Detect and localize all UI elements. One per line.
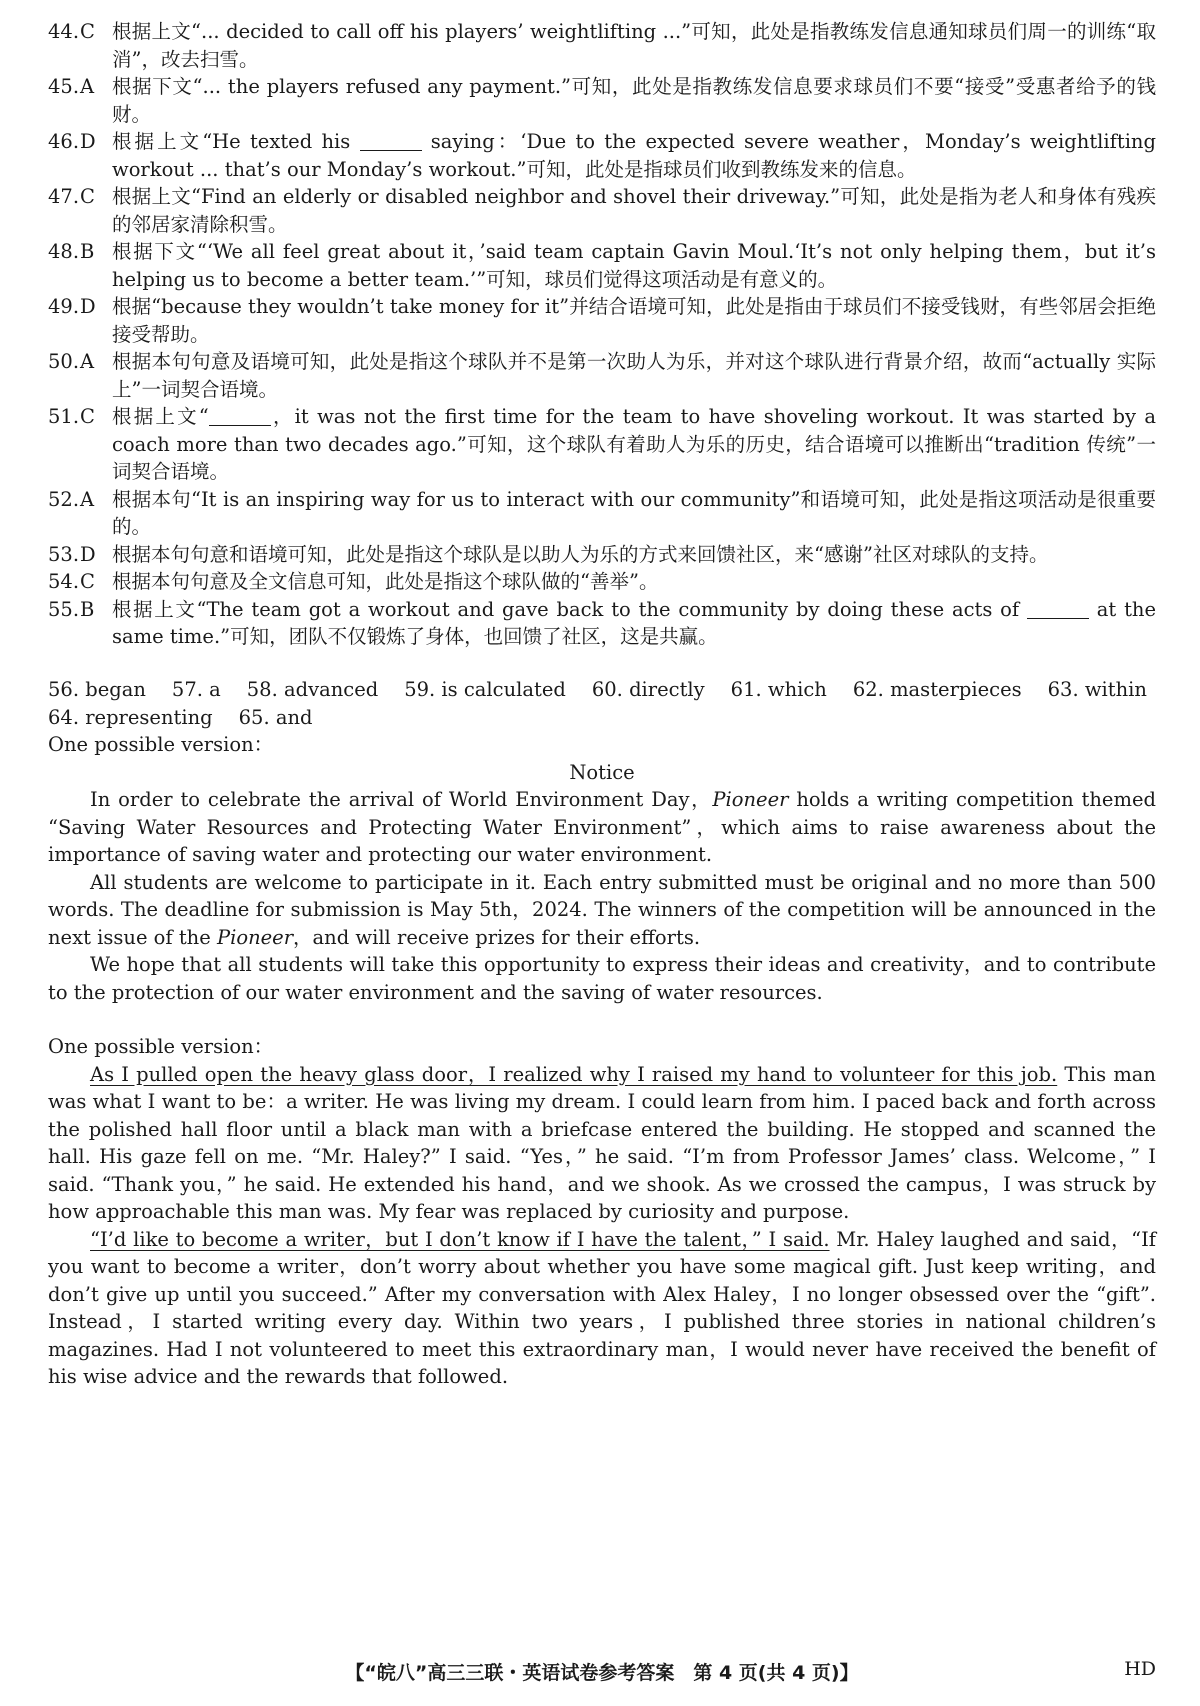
story-paragraph: “I’d like to become a writer，but I don’t know if I have the talent，” I said. Mr. Haley laughed and said，“If you want to become a writer，don’t worry about whether you have some magical gift. Just keep writing，and don’t give up until you succeed.” After my conversation with Alex Haley，I no longer obsessed over the “gift”. Instead，I started writing every day. Within two years，I published three stories in national children’s magazines. Had I not volunteered to meet this extraordinary man，I would never have received the benefit of his wise advice and the rewards that followed. [48,1227,1157,1388]
answer-item: 46. D 根据上文“He texted his saying：‘Due to the expected severe weather，Monday’s weightlifting workout ... that’s our Monday’s workout.”可知，此处是指球员们收到教练发来的信息。 [48,130,1156,181]
story-paragraph: As I pulled open the heavy glass door，I realized why I raised my hand to volunteer for this job. This man was what I want to be：a writer. He was living my dream. I could learn from him. I paced back and forth across the polished hall floor until a black man with a briefcase entered the building. He stopped and scanned the hall. His gaze fell on me. “Mr. Haley?” I said. “Yes，” he said. “I’m from Professor James’ class. Welcome，” I said. “Thank you，” he said. He extended his hand，and we shook. As we crossed the campus，I was struck by how approachable this man was. My fear was replaced by curiosity and purpose. [48,1062,1156,1223]
footer-code: HD [1124,1658,1156,1680]
answer-item: 49. D 根据“because they wouldn’t take money for it”并结合语境可知，此处是指由于球员们不接受钱财，有些邻居会拒绝接受帮助。 [48,295,1156,346]
writing-notice [48,731,1156,1006]
answer-item: 45. A 根据下文“... the players refused any payment.”可知，此处是指教练发信息要求球员们不要“接受”受惠者给予的钱财。 [48,75,1156,126]
answer-item: 51. C 根据上文“ ，it was not the first time for the team to have shoveling workout. It was started by a coach more than two decades ago.”可知，这个球队有着助人为乐的历史，结合语境可以推断出“tradition 传统”一词契合语境。 [48,405,1156,483]
fill-row-2: 64. representing 65. and [48,705,313,729]
answer-item: 44. C 根据上文“... decided to call off his players’ weightlifting ...”可知，此处是指教练发信息通知球员们周一的训练“取消”，改去扫雪。 [48,20,1156,71]
answer-item: 47. C 根据上文“Find an elderly or disabled neighbor and shovel their driveway.”可知，此处是指为老人和身体有残疾的邻居家清除积雪。 [48,185,1156,236]
page-footer [48,1658,1156,1688]
answer-item: 48. B 根据下文“‘We all feel great about it，’said team captain Gavin Moul.‘It’s not only helping them，but it’s helping us to become a better team.’”可知，球员们觉得这项活动是有意义的。 [48,240,1156,291]
answer-item: 50. A 根据本句句意及语境可知，此处是指这个球队并不是第一次助人为乐，并对这个球队进行背景介绍，故而“actually 实际上”一词契合语境。 [48,350,1156,401]
answer-item: 53. D 根据本句句意和语境可知，此处是指这个球队是以助人为乐的方式来回馈社区，来“感谢”社区对球队的支持。 [48,542,1049,566]
notice-paragraph: We hope that all students will take this opportunity to express their ideas and creativity，and to contribute to the protection of our water environment and the saving of water resources. [48,953,1156,1004]
footer-title: 【“皖八”高三三联・英语试卷参考答案 第 4 页(共 4 页)】 [345,1662,859,1684]
choice-answers [48,18,1156,651]
given-sentence: “I’d like to become a writer，but I don’t know if I have the talent，” I said. [90,1227,830,1251]
version-label: One possible version： [48,1035,274,1058]
fill-row-1: 56. began 57. a 58. advanced 59. is calculated 60. directly 61. which 62. masterpieces 63. within [48,678,1147,701]
version-label: One possible version： [48,733,274,756]
notice-paragraph: All students are welcome to participate in it. Each entry submitted must be original and no more than 500 words. The deadline for submission is May 5th，2024. The winners of the competition will be announced in the next issue of the Pioneer，and will receive prizes for their efforts. [48,870,1156,949]
blank-line [1027,598,1089,619]
answer-item: 54. C 根据本句句意及全文信息可知，此处是指这个球队做的“善举”。 [48,570,659,593]
fill-blank-answers [48,676,1156,731]
blank-line [360,130,422,151]
blank-line [209,405,271,426]
answer-item: 55. B 根据上文“The team got a workout and gave back to the community by doing these acts of at the same time.”可知，团队不仅锻炼了身体，也回馈了社区，这是共赢。 [48,597,1157,648]
notice-paragraph: In order to celebrate the arrival of World Environment Day，Pioneer holds a writing competition themed “Saving Water Resources and Protecting Water Environment”，which aims to raise awareness about the importance of saving water and protecting our water environment. [48,788,1156,866]
given-sentence: As I pulled open the heavy glass door，I realized why I raised my hand to volunteer for this job. [90,1062,1058,1086]
answer-item: 52. A 根据本句“It is an inspiring way for us to interact with our community”和语境可知，此处是指这项活动是很重要的。 [48,487,1156,538]
writing-story [48,1033,1156,1391]
notice-title: Notice [569,760,635,784]
